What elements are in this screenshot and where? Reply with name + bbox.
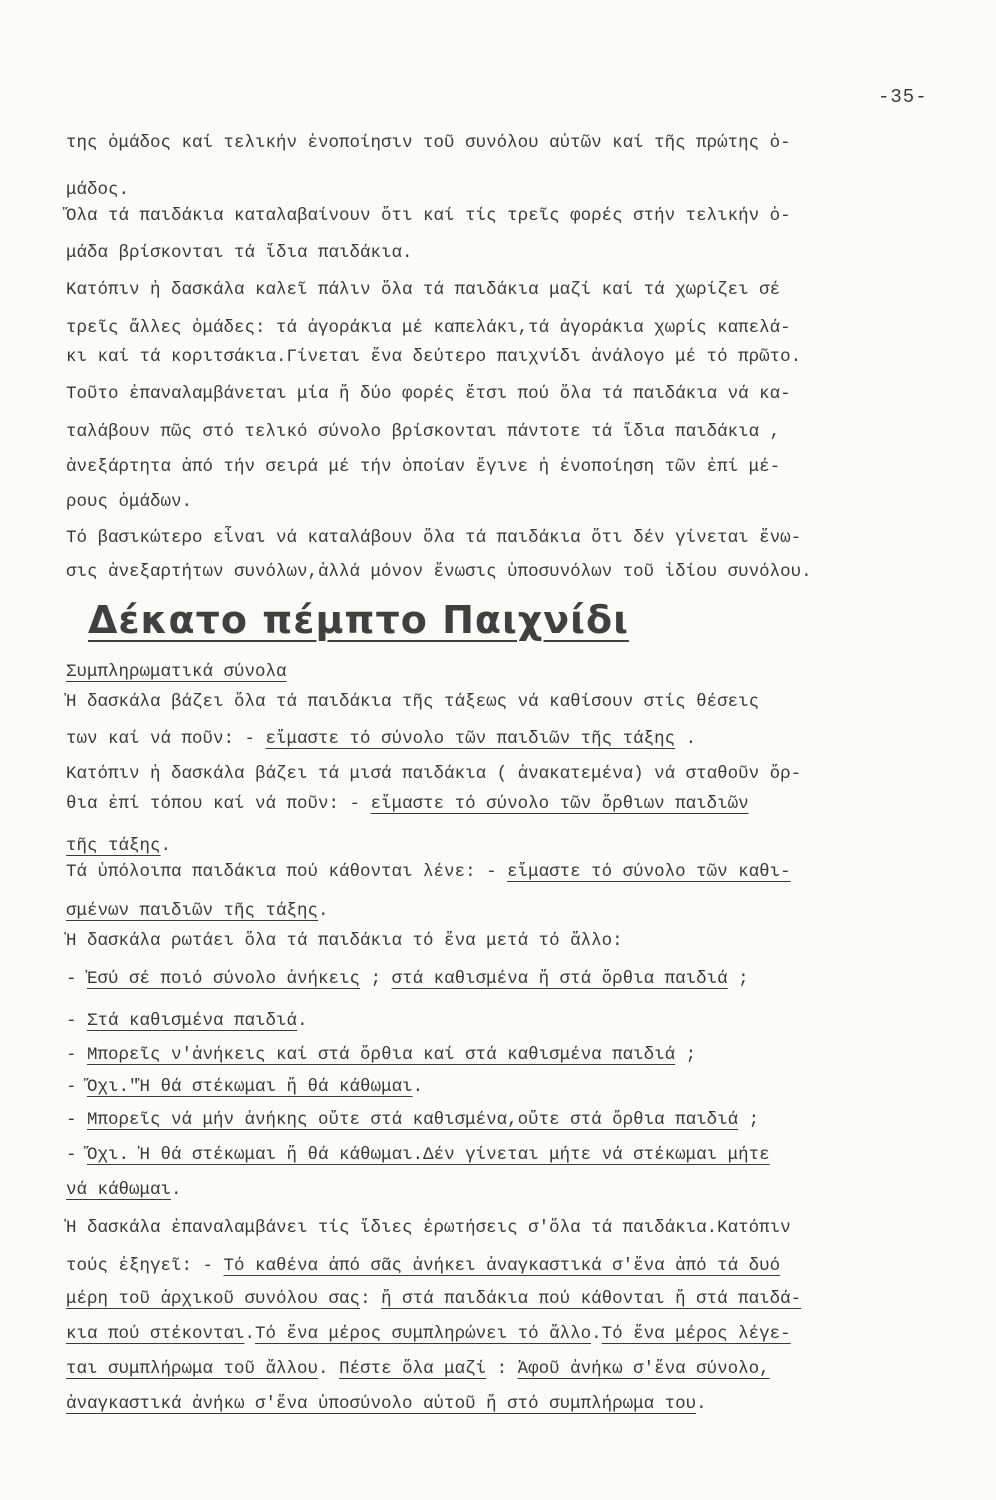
text-segment: ; bbox=[727, 969, 749, 989]
text-line bbox=[66, 1357, 946, 1381]
text-line bbox=[66, 316, 946, 340]
text-segment: θια ἐπί τόπου καί νά ποῦν: - bbox=[66, 794, 371, 814]
text-line bbox=[66, 455, 946, 479]
text-line bbox=[66, 860, 946, 884]
text-segment: Τά ὑπόλοιπα παιδάκια πού κάθονται λένε: - bbox=[66, 862, 508, 882]
text-segment: των καί νά ποῦν: - bbox=[66, 729, 266, 749]
text-line bbox=[66, 690, 946, 714]
text-segment: . bbox=[318, 1359, 340, 1379]
text-segment: . bbox=[696, 1394, 707, 1414]
text-segment: : bbox=[360, 1289, 382, 1309]
text-line bbox=[66, 762, 946, 786]
text-segment: μάδος. bbox=[66, 180, 130, 200]
text-segment: . bbox=[591, 1324, 602, 1344]
text-line bbox=[66, 204, 946, 228]
underlined-text: μέρη τοῦ ἀρχικοῦ συνόλου σας bbox=[66, 1289, 361, 1309]
text-line bbox=[66, 929, 946, 953]
underlined-text: τῆς τάξης bbox=[66, 836, 161, 856]
text-segment: - bbox=[66, 969, 88, 989]
text-line bbox=[66, 967, 946, 991]
text-line bbox=[66, 178, 946, 202]
text-line bbox=[66, 560, 946, 584]
text-segment: τούς ἐξηγεῖ: - bbox=[66, 1256, 224, 1276]
text-line bbox=[66, 1009, 946, 1033]
text-segment: - bbox=[66, 1110, 88, 1130]
underlined-text: ται συμπλήρωμα τοῦ ἄλλου bbox=[66, 1359, 319, 1379]
underlined-text: Τό ἕνα μέρος συμπληρώνει τό ἄλλο bbox=[255, 1324, 592, 1344]
text-line bbox=[66, 727, 946, 751]
underlined-text: Ἀφοῦ ἀνήκω σ'ἕνα σύνολο, bbox=[517, 1359, 770, 1379]
underlined-text: εἴμαστε τό σύνολο τῶν καθι- bbox=[507, 862, 791, 882]
text-segment: . bbox=[297, 1011, 308, 1031]
underlined-text: Τό καθένα ἀπό σᾶς ἀνήκει ἀναγκαστικά σ'ἕνα ἀπό τά δυό bbox=[223, 1256, 781, 1276]
underlined-text: Ὄχι. Ἡ θά στέκωμαι ἤ θά κάθωμαι.Δέν γίνεται μήτε νά στέκωμαι μήτε bbox=[87, 1145, 770, 1165]
text-segment: ταλάβουν πῶς στό τελικό σύνολο βρίσκονται πάντοτε τά ἴδια παιδάκια , bbox=[66, 422, 781, 442]
text-line bbox=[66, 420, 946, 444]
text-line bbox=[66, 899, 946, 923]
underlined-text: ἀναγκαστικά ἀνήκω σ'ἕνα ὑποσύνολο αὐτοῦ ἤ στό συμπλήρωμα του bbox=[66, 1394, 697, 1414]
text-line bbox=[66, 660, 946, 684]
text-segment: ἀνεξάρτητα ἀπό τήν σειρά μέ τήν ὁποίαν ἔγινε ἡ ἑνοποίηση τῶν ἐπί μέ- bbox=[66, 457, 781, 477]
underlined-text: Τό ἕνα μέρος λέγε- bbox=[601, 1324, 791, 1344]
text-line bbox=[66, 490, 946, 514]
text-line bbox=[66, 345, 946, 369]
underlined-text: εἴμαστε τό σύνολο τῶν ὄρθιων παιδιῶν bbox=[370, 794, 749, 814]
text-segment: - bbox=[66, 1011, 88, 1031]
text-line bbox=[66, 526, 946, 550]
text-segment: ; bbox=[360, 969, 392, 989]
underlined-text: ἤ στά παιδάκια πού κάθονται ἤ στά παιδά- bbox=[381, 1289, 802, 1309]
text-segment: Ἡ δασκάλα βάζει ὅλα τά παιδάκια τῆς τάξεως νά καθίσουν στίς θέσεις bbox=[66, 692, 760, 712]
text-segment: ; bbox=[675, 1045, 697, 1065]
text-segment: τρεῖς ἄλλες ὁμάδες: τά ἀγοράκια μέ καπελάκι,τά ἀγοράκια χωρίς καπελά- bbox=[66, 318, 791, 338]
text-segment: Τοῦτο ἐπαναλαμβάνεται μία ἤ δύο φορές ἔτσι πού ὅλα τά παιδάκια νά κα- bbox=[66, 384, 791, 404]
text-segment: . bbox=[412, 1077, 424, 1097]
underlined-text: Μπορεῖς ν'ἀνήκεις καί στά ὄρθια καί στά καθισμένα παιδιά bbox=[87, 1045, 676, 1065]
underlined-text: Ἐσύ σέ ποιό σύνολο ἀνήκεις bbox=[87, 969, 361, 989]
underlined-text: Στά καθισμένα παιδιά bbox=[87, 1011, 298, 1031]
text-segment: ρους ὁμάδων. bbox=[66, 492, 193, 512]
underlined-text: Ὄχι."Ἡ θά στέκωμαι ἤ θά κάθωμαι bbox=[87, 1077, 413, 1097]
text-segment: σις ἀνεξαρτήτων συνόλων,ἀλλά μόνον ἕνωσις ὑποσυνόλων τοῦ ἰδίου συνόλου. bbox=[66, 562, 812, 582]
page-number: -35- bbox=[878, 86, 928, 108]
text-line bbox=[66, 1043, 946, 1067]
text-segment: Ὅλα τά παιδάκια καταλαβαίνουν ὅτι καί τίς τρεῖς φορές στήν τελικήν ὁ- bbox=[66, 206, 791, 226]
text-line bbox=[66, 1287, 946, 1311]
text-segment: μάδα βρίσκονται τά ἴδια παιδάκια. bbox=[66, 243, 413, 263]
text-line bbox=[66, 1075, 946, 1099]
text-segment: Ἡ δασκάλα ἐπαναλαμβάνει τίς ἴδιες ἐρωτήσεις σ'ὅλα τά παιδάκια.Κατόπιν bbox=[66, 1218, 791, 1238]
text-line bbox=[66, 1216, 946, 1240]
text-line bbox=[66, 278, 946, 302]
underlined-text: νά κάθωμαι bbox=[66, 1180, 172, 1200]
text-segment: . bbox=[160, 836, 172, 856]
text-line bbox=[66, 792, 946, 816]
text-segment: της ὁμάδος καί τελικήν ἑνοποίησιν τοῦ συνόλου αὐτῶν καί τῆς πρώτης ὁ- bbox=[66, 133, 791, 153]
underlined-text: Πέστε ὅλα μαζί bbox=[339, 1359, 487, 1379]
text-line bbox=[66, 382, 946, 406]
text-segment: : bbox=[486, 1359, 518, 1379]
text-line bbox=[66, 241, 946, 265]
text-line bbox=[66, 834, 946, 858]
text-segment: ; bbox=[738, 1110, 760, 1130]
text-segment: - bbox=[66, 1077, 88, 1097]
text-line bbox=[66, 1178, 946, 1202]
text-segment: - bbox=[66, 1145, 88, 1165]
text-line bbox=[66, 1108, 946, 1132]
text-segment: Κατόπιν ἡ δασκάλα καλεῖ πάλιν ὅλα τά παιδάκια μαζί καί τά χωρίζει σέ bbox=[66, 280, 781, 300]
text-segment: Ἡ δασκάλα ρωτάει ὅλα τά παιδάκια τό ἕνα μετά τό ἄλλο: bbox=[66, 931, 623, 951]
text-line bbox=[66, 1392, 946, 1416]
text-line bbox=[66, 1254, 946, 1278]
text-segment: . bbox=[171, 1180, 182, 1200]
text-segment: - bbox=[66, 1045, 88, 1065]
text-line bbox=[66, 1143, 946, 1167]
text-segment: κι καί τά κοριτσάκια.Γίνεται ἕνα δεύτερο παιχνίδι ἀνάλογο μέ τό πρῶτο. bbox=[66, 347, 802, 367]
underlined-text: σμένων παιδιῶν τῆς τάξης bbox=[66, 901, 319, 921]
text-line bbox=[66, 131, 946, 155]
underlined-text: Μπορεῖς νά μήν ἀνήκης οὔτε στά καθισμένα,οὔτε στά ὄρθια παιδιά bbox=[87, 1110, 739, 1130]
text-line bbox=[66, 1322, 946, 1346]
underlined-text: εἴμαστε τό σύνολο τῶν παιδιῶν τῆς τάξης bbox=[265, 729, 676, 749]
text-segment: Τό βασικώτερο εἶναι νά καταλάβουν ὅλα τά παιδάκια ὅτι δέν γίνεται ἕνω- bbox=[66, 528, 802, 548]
text-segment: . bbox=[244, 1324, 256, 1344]
underlined-text: κια πού στέκονται bbox=[66, 1324, 245, 1344]
text-segment: . bbox=[675, 729, 697, 749]
text-segment: Κατόπιν ἡ δασκάλα βάζει τά μισά παιδάκια ( ἀνακατεμένα) νά σταθοῦν ὄρ- bbox=[66, 764, 802, 784]
underlined-text: Συμπληρωματικά σύνολα bbox=[66, 662, 287, 682]
section-heading: Δέκατο πέμπτο Παιχνίδι bbox=[88, 598, 629, 642]
text-segment: . bbox=[318, 901, 329, 921]
underlined-text: στά καθισμένα ἤ στά ὄρθια παιδιά bbox=[391, 969, 728, 989]
